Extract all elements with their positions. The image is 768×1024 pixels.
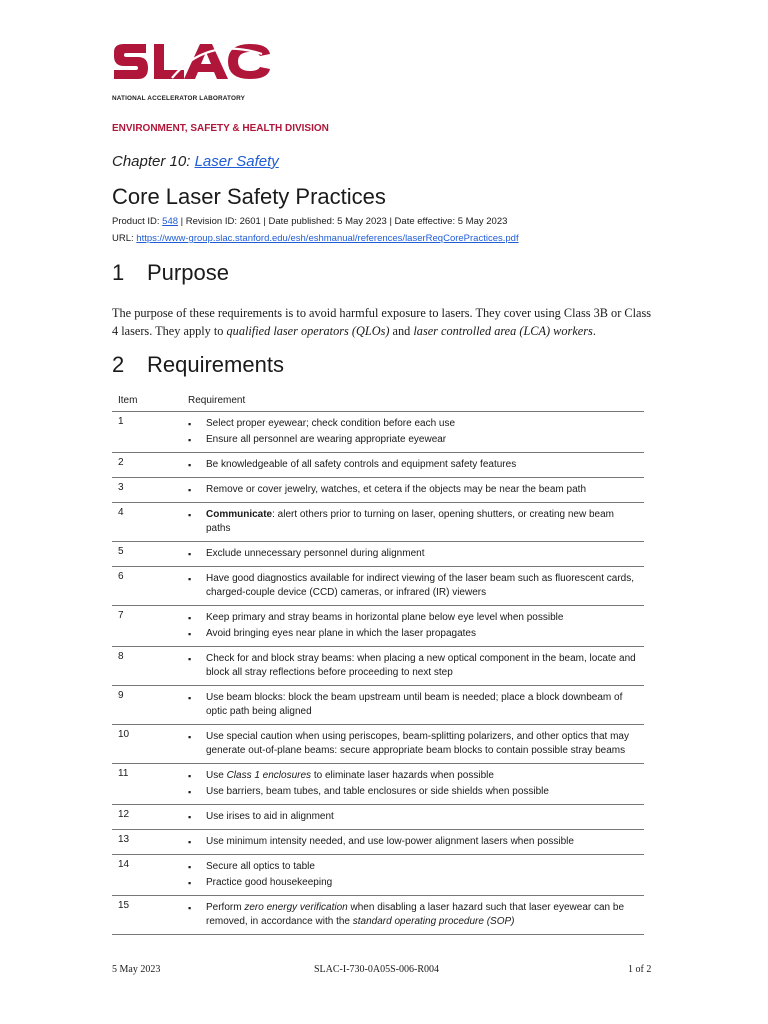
table-row	[112, 725, 644, 764]
requirement-list	[188, 810, 638, 824]
table-row	[112, 453, 644, 478]
item-number: 5	[112, 542, 182, 567]
requirement-cell	[182, 542, 644, 567]
list-item	[188, 769, 638, 783]
requirement-text: Perform	[206, 902, 245, 913]
item-number: 14	[112, 855, 182, 896]
footer-page-number: 1 of 2	[628, 964, 652, 975]
requirement-text: Keep primary and stray beams in horizontal plane below eye level when possible	[206, 612, 564, 623]
requirements-body	[112, 412, 644, 935]
table-header-row	[112, 392, 644, 412]
footer-date: 5 May 2023	[112, 964, 161, 975]
item-number: 8	[112, 647, 182, 686]
requirement-text: Use special caution when using periscopes, beam-splitting polarizers, and other optics that may generate out-of-plane beams: secure appropriate beam blocks to contain possible stray beams	[206, 731, 629, 756]
division-label: ENVIRONMENT, SAFETY & HEALTH DIVISION	[112, 123, 329, 134]
table-row	[112, 764, 644, 805]
requirement-text: Use irises to aid in alignment	[206, 811, 334, 822]
document-meta	[112, 216, 507, 227]
requirement-list	[188, 860, 638, 890]
requirement-list	[188, 611, 638, 641]
requirement-list	[188, 547, 638, 561]
table-row	[112, 503, 644, 542]
list-item	[188, 876, 638, 890]
section-number: 1	[112, 260, 125, 285]
list-item	[188, 417, 638, 431]
requirement-list	[188, 417, 638, 447]
list-item	[188, 547, 638, 561]
purpose-text: and	[389, 324, 414, 338]
table-row	[112, 855, 644, 896]
list-item	[188, 901, 638, 929]
item-number: 15	[112, 896, 182, 935]
table-row	[112, 567, 644, 606]
requirement-text: Avoid bringing eyes near plane in which the laser propagates	[206, 628, 476, 639]
footer-doc-number: SLAC-I-730-0A05S-006-R004	[314, 964, 439, 975]
requirement-list	[188, 730, 638, 758]
requirement-list	[188, 572, 638, 600]
item-number: 2	[112, 453, 182, 478]
requirement-cell	[182, 896, 644, 935]
revision-info: | Revision ID: 2601 | Date published: 5 May 2023 | Date effective: 5 May 2023	[178, 216, 508, 227]
requirement-term: zero energy verification	[244, 902, 348, 913]
table-row	[112, 896, 644, 935]
list-item	[188, 433, 638, 447]
url-label: URL:	[112, 233, 137, 244]
requirements-table	[112, 392, 644, 935]
purpose-term-lca: laser controlled area (LCA) workers	[413, 324, 593, 338]
column-header-item: Item	[112, 392, 182, 412]
requirement-text: Use beam blocks: block the beam upstream until beam is needed; place a block downbeam of optic path being aligned	[206, 692, 623, 717]
purpose-text: .	[592, 324, 596, 338]
requirement-cell	[182, 412, 644, 453]
requirement-list	[188, 652, 638, 680]
requirement-cell	[182, 606, 644, 647]
purpose-text: The purpose of these requirements is to avoid harmful exposure to lasers. They cover using Class 3B or Class 4 lasers. They apply to	[112, 306, 652, 338]
item-number: 1	[112, 412, 182, 453]
item-number: 6	[112, 567, 182, 606]
requirement-cell	[182, 805, 644, 830]
column-header-requirement: Requirement	[182, 392, 644, 412]
requirement-text: Select proper eyewear; check condition before each use	[206, 418, 456, 429]
product-id-label: Product ID:	[112, 216, 163, 227]
requirement-term: Class 1 enclosures	[226, 770, 312, 781]
item-number: 9	[112, 686, 182, 725]
list-item	[188, 611, 638, 625]
requirement-cell	[182, 764, 644, 805]
document-title: Core Laser Safety Practices	[112, 184, 386, 209]
table-row	[112, 647, 644, 686]
requirement-list	[188, 483, 638, 497]
requirement-text: Secure all optics to table	[206, 861, 315, 872]
logo-subtitle: NATIONAL ACCELERATOR LABORATORY	[112, 95, 246, 102]
chapter-link[interactable]: Laser Safety	[194, 153, 279, 170]
requirement-list	[188, 508, 638, 536]
requirement-text: Check for and block stray beams: when placing a new optical component in the beam, locate and block all stray reflections before proceeding to next step	[206, 653, 636, 678]
requirement-text: when disabling a laser hazard such that laser eyewear can be removed, in accordance with the	[206, 902, 625, 927]
list-item	[188, 835, 638, 849]
requirement-text: Remove or cover jewelry, watches, et cetera if the objects may be near the beam path	[206, 484, 586, 495]
section-requirements-heading	[112, 352, 284, 378]
requirement-cell	[182, 647, 644, 686]
list-item	[188, 508, 638, 536]
requirement-cell	[182, 830, 644, 855]
list-item	[188, 785, 638, 799]
requirement-cell	[182, 567, 644, 606]
list-item	[188, 691, 638, 719]
requirement-list	[188, 901, 638, 929]
requirement-text: Have good diagnostics available for indirect viewing of the laser beam such as fluorescent cards, charged-couple device (CCD) cameras, or infrared (IR) viewers	[206, 573, 635, 598]
requirement-list	[188, 835, 638, 849]
table-row	[112, 412, 644, 453]
list-item	[188, 458, 638, 472]
section-title: Purpose	[147, 260, 229, 285]
list-item	[188, 572, 638, 600]
list-item	[188, 730, 638, 758]
requirement-text: to eliminate laser hazards when possible	[311, 770, 494, 781]
requirement-text: Use barriers, beam tubes, and table enclosures or side shields when possible	[206, 786, 549, 797]
requirement-cell	[182, 686, 644, 725]
requirement-text: : alert others prior to turning on laser, opening shutters, or creating new beam paths	[206, 509, 614, 534]
item-number: 3	[112, 478, 182, 503]
requirement-cell	[182, 725, 644, 764]
document-url	[112, 233, 519, 244]
requirement-cell	[182, 453, 644, 478]
purpose-paragraph	[112, 304, 652, 340]
list-item	[188, 810, 638, 824]
item-number: 13	[112, 830, 182, 855]
list-item	[188, 627, 638, 641]
chapter-heading	[112, 153, 279, 170]
requirement-text: Use	[206, 770, 227, 781]
list-item	[188, 483, 638, 497]
item-number: 11	[112, 764, 182, 805]
table-row	[112, 606, 644, 647]
requirement-text: Exclude unnecessary personnel during alignment	[206, 548, 425, 559]
list-item	[188, 860, 638, 874]
url-link[interactable]: https://www-group.slac.stanford.edu/esh/eshmanual/references/laserReqCorePractices.pdf	[136, 233, 519, 244]
requirement-text: Use minimum intensity needed, and use low-power alignment lasers when possible	[206, 836, 574, 847]
requirement-text: Ensure all personnel are wearing appropriate eyewear	[206, 434, 447, 445]
purpose-term-qlo: qualified laser operators (QLOs)	[226, 324, 390, 338]
requirement-term: standard operating procedure (SOP)	[352, 916, 515, 927]
item-number: 10	[112, 725, 182, 764]
product-id-link[interactable]: 548	[162, 216, 179, 227]
list-item	[188, 652, 638, 680]
item-number: 4	[112, 503, 182, 542]
requirement-text: Be knowledgeable of all safety controls and equipment safety features	[206, 459, 517, 470]
table-row	[112, 830, 644, 855]
requirement-list	[188, 458, 638, 472]
requirement-list	[188, 769, 638, 799]
chapter-prefix: Chapter 10:	[112, 153, 195, 170]
requirement-cell	[182, 503, 644, 542]
requirement-text: Practice good housekeeping	[206, 877, 333, 888]
section-purpose-heading	[112, 260, 229, 286]
requirement-cell	[182, 478, 644, 503]
table-row	[112, 478, 644, 503]
table-row	[112, 686, 644, 725]
item-number: 7	[112, 606, 182, 647]
requirement-keyword: Communicate	[206, 509, 273, 520]
section-title: Requirements	[147, 352, 284, 377]
table-row	[112, 542, 644, 567]
table-row	[112, 805, 644, 830]
requirement-list	[188, 691, 638, 719]
section-number: 2	[112, 352, 125, 377]
requirement-cell	[182, 855, 644, 896]
item-number: 12	[112, 805, 182, 830]
